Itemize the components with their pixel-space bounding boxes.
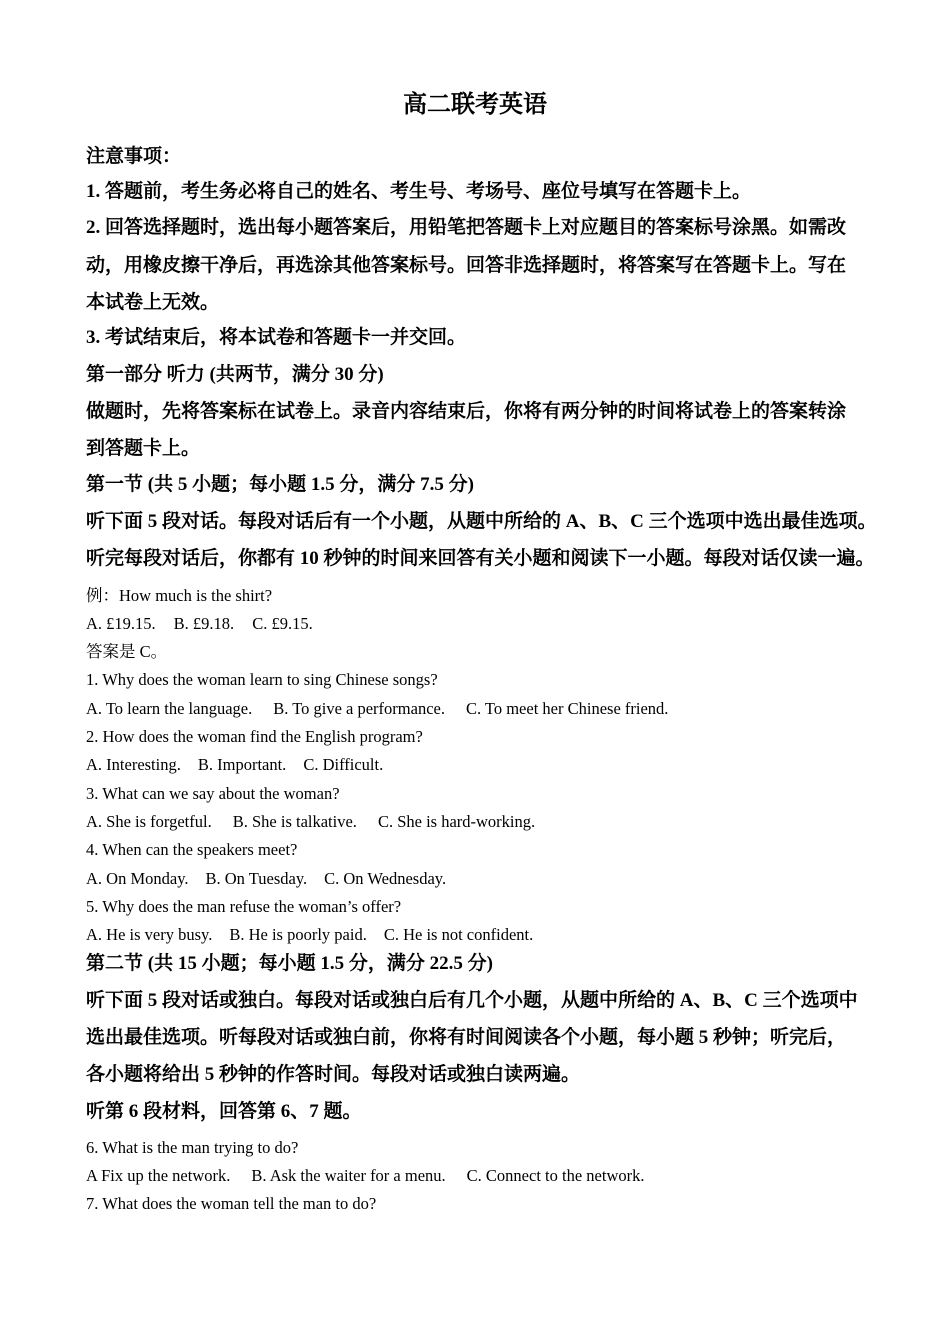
question-4-option-c: C. On Wednesday. — [324, 869, 447, 888]
example-options — [86, 612, 313, 636]
question-7-stem: 7. What does the woman tell the man to do? — [86, 1194, 377, 1213]
question-4-stem: 4. When can the speakers meet? — [86, 840, 298, 859]
question-5-option-b: B. He is poorly paid. — [229, 925, 367, 944]
question-3-option-c: C. She is hard-working. — [377, 812, 536, 831]
notice-item-3: 3. 考试结束后，将本试卷和答题卡一并交回。 — [86, 327, 467, 348]
section1-instruction-line-1: 听下面 5 段对话。每段对话后有一个小题，从题中所给的 A、B、C 三个选项中选出最佳选项。 — [86, 511, 877, 532]
section1-instruction-line-2: 听完每段对话后，你都有 10 秒钟的时间来回答有关小题和阅读下一小题。每段对话仅读一遍。 — [86, 548, 875, 569]
question-6-option-a: A Fix up the network. — [86, 1166, 231, 1185]
question-4-options — [86, 867, 446, 891]
notice-item-2-line-1: 2. 回答选择题时，选出每小题答案后，用铅笔把答题卡上对应题目的答案标号涂黑。如需改 — [86, 217, 847, 238]
question-6-options — [86, 1164, 644, 1188]
question-4-option-b: B. On Tuesday. — [205, 869, 308, 888]
example-option-a: A. £19.15. — [86, 614, 156, 633]
section2-instruction-line-2: 选出最佳选项。听每段对话或独白前，你将有时间阅读各个小题，每小题 5 秒钟；听完后， — [86, 1027, 847, 1048]
part1-heading: 第一部分 听力 (共两节，满分 30 分) — [86, 364, 384, 385]
example-question: 例：How much is the shirt? — [86, 586, 273, 605]
question-2-options — [86, 753, 383, 777]
question-5-option-c: C. He is not confident. — [383, 925, 534, 944]
question-1-option-b: B. To give a performance. — [273, 699, 445, 718]
question-6-option-b: B. Ask the waiter for a menu. — [251, 1166, 446, 1185]
question-3-option-b: B. She is talkative. — [232, 812, 357, 831]
part1-instruction-line-1: 做题时，先将答案标在试卷上。录音内容结束后，你将有两分钟的时间将试卷上的答案转涂 — [86, 401, 847, 422]
question-2-stem: 2. How does the woman find the English program? — [86, 727, 423, 746]
question-5-stem: 5. Why does the man refuse the woman’s offer? — [86, 897, 402, 916]
example-option-b: B. £9.18. — [173, 614, 235, 633]
question-2-option-a: A. Interesting. — [86, 755, 181, 774]
page-title: 高二联考英语 — [403, 92, 547, 118]
question-2-option-b: B. Important. — [197, 755, 287, 774]
example-answer: 答案是 C。 — [86, 642, 168, 661]
part1-instruction-line-2: 到答题卡上。 — [86, 438, 201, 459]
question-6-option-c: C. Connect to the network. — [466, 1166, 645, 1185]
question-6-stem: 6. What is the man trying to do? — [86, 1138, 299, 1157]
question-1-stem: 1. Why does the woman learn to sing Chinese songs? — [86, 670, 438, 689]
question-3-stem: 3. What can we say about the woman? — [86, 784, 340, 803]
notice-heading: 注意事项： — [86, 146, 182, 167]
section2-heading: 第二节 (共 15 小题；每小题 1.5 分，满分 22.5 分) — [86, 953, 493, 974]
notice-item-2-line-3: 本试卷上无效。 — [86, 292, 220, 313]
question-4-option-a: A. On Monday. — [86, 869, 189, 888]
section2-instruction-line-1: 听下面 5 段对话或独白。每段对话或独白后有几个小题，从题中所给的 A、B、C 三个选项中 — [86, 990, 858, 1011]
question-5-options — [86, 923, 533, 947]
question-3-option-a: A. She is forgetful. — [86, 812, 212, 831]
example-option-c: C. £9.15. — [252, 614, 313, 633]
question-1-option-a: A. To learn the language. — [86, 699, 253, 718]
section1-heading: 第一节 (共 5 小题；每小题 1.5 分，满分 7.5 分) — [86, 474, 474, 495]
section2-instruction-line-3: 各小题将给出 5 秒钟的作答时间。每段对话或独白读两遍。 — [86, 1064, 581, 1085]
question-1-option-c: C. To meet her Chinese friend. — [465, 699, 669, 718]
notice-item-2-line-2: 动，用橡皮擦干净后，再选涂其他答案标号。回答非选择题时，将答案写在答题卡上。写在 — [86, 255, 847, 276]
question-5-option-a: A. He is very busy. — [86, 925, 213, 944]
question-2-option-c: C. Difficult. — [303, 755, 384, 774]
notice-item-1: 1. 答题前，考生务必将自己的姓名、考生号、考场号、座位号填写在答题卡上。 — [86, 181, 752, 202]
question-3-options — [86, 810, 535, 834]
question-1-options — [86, 697, 668, 721]
material-6-heading: 听第 6 段材料，回答第 6、7 题。 — [86, 1101, 362, 1122]
